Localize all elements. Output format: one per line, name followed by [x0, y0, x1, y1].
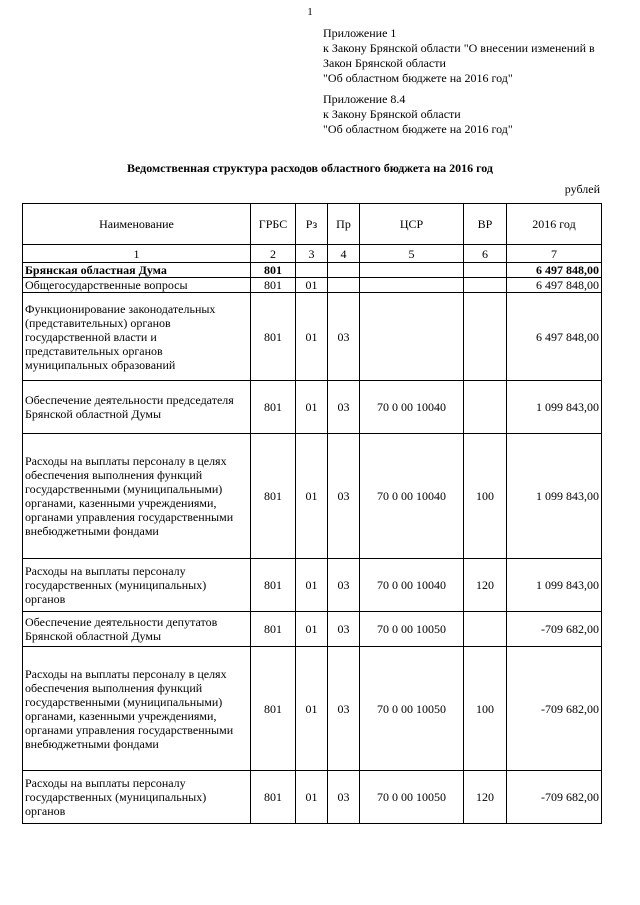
appendix-line: Приложение 1	[323, 26, 397, 40]
table-row	[23, 381, 602, 434]
row-amount: -709 682,00	[507, 771, 602, 824]
table-row	[23, 278, 602, 293]
header-year: 2016 год	[507, 204, 602, 245]
row-name: Обеспечение деятельности председателя Брянской областной Думы	[23, 381, 251, 434]
row-grbs: 801	[251, 647, 296, 771]
row-vr	[464, 381, 507, 434]
row-grbs: 801	[251, 559, 296, 612]
document-title: Ведомственная структура расходов областного бюджета на 2016 год	[126, 161, 493, 175]
row-rz: 01	[296, 293, 328, 381]
row-grbs: 801	[251, 293, 296, 381]
header-pr: Пр	[328, 204, 360, 245]
row-grbs: 801	[251, 263, 296, 278]
row-vr	[464, 263, 507, 278]
row-amount: 1 099 843,00	[507, 559, 602, 612]
row-pr: 03	[328, 381, 360, 434]
column-number: 5	[360, 245, 464, 263]
row-vr	[464, 612, 507, 647]
row-name: Расходы на выплаты персоналу в целях обеспечения выполнения функций государственными (муниципальными) органами, казенными учреждениями, органами управления государственными внебюджетными фондами	[23, 647, 251, 771]
row-name: Расходы на выплаты персоналу в целях обеспечения выполнения функций государственными (муниципальными) органами, казенными учреждениями, органами управления государственными внебюджетными фондами	[23, 434, 251, 559]
row-grbs: 801	[251, 771, 296, 824]
table-row	[23, 263, 602, 278]
row-amount: 1 099 843,00	[507, 434, 602, 559]
header-name: Наименование	[23, 204, 251, 245]
table-header-row	[23, 204, 602, 245]
row-pr: 03	[328, 612, 360, 647]
table-row	[23, 293, 602, 381]
header-vr: ВР	[464, 204, 507, 245]
row-pr: 03	[328, 559, 360, 612]
column-number: 7	[507, 245, 602, 263]
row-amount: 6 497 848,00	[507, 263, 602, 278]
row-amount: 6 497 848,00	[507, 278, 602, 293]
column-number: 1	[23, 245, 251, 263]
appendix-block-2	[323, 92, 595, 137]
row-rz: 01	[296, 647, 328, 771]
appendix-line: "Об областном бюджете на 2016 год"	[323, 71, 513, 85]
row-csr: 70 0 00 10040	[360, 559, 464, 612]
row-vr: 120	[464, 559, 507, 612]
row-vr: 120	[464, 771, 507, 824]
row-pr: 03	[328, 647, 360, 771]
row-grbs: 801	[251, 381, 296, 434]
row-vr: 100	[464, 434, 507, 559]
row-csr: 70 0 00 10050	[360, 612, 464, 647]
appendix-block-1	[323, 26, 595, 86]
appendix-line: к Закону Брянской области "О внесении изменений в	[323, 41, 595, 55]
row-grbs: 801	[251, 278, 296, 293]
row-rz	[296, 263, 328, 278]
row-amount: 1 099 843,00	[507, 381, 602, 434]
units-label: рублей	[564, 182, 600, 196]
row-csr: 70 0 00 10040	[360, 434, 464, 559]
row-csr	[360, 263, 464, 278]
row-rz: 01	[296, 771, 328, 824]
row-pr	[328, 263, 360, 278]
table-row	[23, 612, 602, 647]
row-pr: 03	[328, 293, 360, 381]
row-name: Брянская областная Дума	[23, 263, 251, 278]
table-row	[23, 434, 602, 559]
row-csr	[360, 293, 464, 381]
column-number: 4	[328, 245, 360, 263]
column-number: 3	[296, 245, 328, 263]
row-name: Общегосударственные вопросы	[23, 278, 251, 293]
row-csr: 70 0 00 10040	[360, 381, 464, 434]
page-number: 1	[307, 6, 313, 18]
row-name: Расходы на выплаты персоналу государственных (муниципальных) органов	[23, 771, 251, 824]
row-rz: 01	[296, 381, 328, 434]
table-row	[23, 771, 602, 824]
budget-table	[22, 203, 602, 824]
row-vr: 100	[464, 647, 507, 771]
row-csr	[360, 278, 464, 293]
row-name: Расходы на выплаты персоналу государственных (муниципальных) органов	[23, 559, 251, 612]
row-name: Обеспечение деятельности депутатов Брянской областной Думы	[23, 612, 251, 647]
appendix-line: Закон Брянской области	[323, 56, 446, 70]
row-grbs: 801	[251, 434, 296, 559]
row-amount: -709 682,00	[507, 612, 602, 647]
row-pr: 03	[328, 771, 360, 824]
appendix-line: к Закону Брянской области	[323, 107, 461, 121]
row-csr: 70 0 00 10050	[360, 647, 464, 771]
column-numbers-row	[23, 245, 602, 263]
header-grbs: ГРБС	[251, 204, 296, 245]
header-rz: Рз	[296, 204, 328, 245]
column-number: 6	[464, 245, 507, 263]
appendix-line: "Об областном бюджете на 2016 год"	[323, 122, 513, 136]
row-csr: 70 0 00 10050	[360, 771, 464, 824]
row-name: Функционирование законодательных (представительных) органов государственной власти и представительных органов муниципальных образований	[23, 293, 251, 381]
row-pr: 03	[328, 434, 360, 559]
row-amount: -709 682,00	[507, 647, 602, 771]
row-grbs: 801	[251, 612, 296, 647]
header-csr: ЦСР	[360, 204, 464, 245]
row-amount: 6 497 848,00	[507, 293, 602, 381]
table-row	[23, 559, 602, 612]
row-vr	[464, 278, 507, 293]
appendix-line: Приложение 8.4	[323, 92, 406, 106]
row-pr	[328, 278, 360, 293]
row-rz: 01	[296, 278, 328, 293]
table-row	[23, 647, 602, 771]
row-rz: 01	[296, 559, 328, 612]
appendix-note	[323, 26, 595, 143]
row-vr	[464, 293, 507, 381]
column-number: 2	[251, 245, 296, 263]
row-rz: 01	[296, 612, 328, 647]
row-rz: 01	[296, 434, 328, 559]
